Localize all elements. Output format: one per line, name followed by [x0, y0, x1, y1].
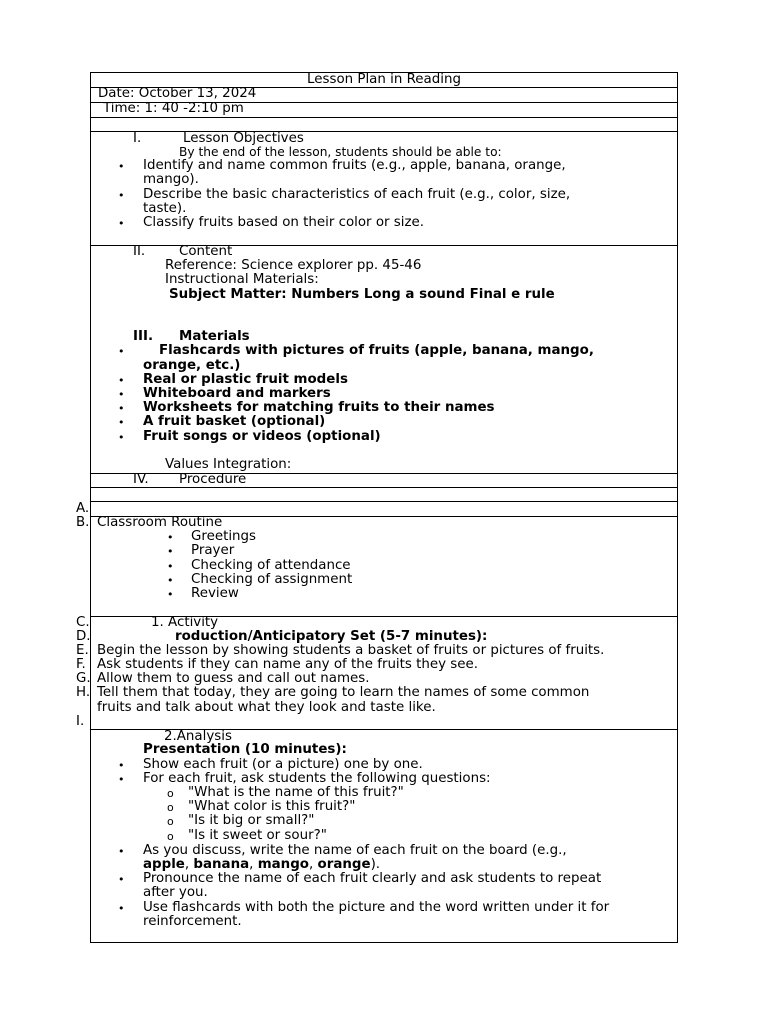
bullet-icon: •	[118, 345, 125, 358]
circle-bullet-icon: o	[167, 830, 174, 843]
row-divider	[90, 942, 678, 943]
question-item: "Is it sweet or sour?"	[188, 828, 327, 843]
fruit-word: apple	[143, 857, 185, 872]
margin-letter: E.	[76, 643, 89, 658]
page-title: Lesson Plan in Reading	[307, 72, 461, 87]
margin-letter: G.	[76, 671, 91, 686]
procedure-heading: Procedure	[179, 472, 247, 487]
separator: ,	[184, 857, 194, 872]
margin-letter: I.	[76, 714, 85, 729]
row-divider	[90, 501, 678, 502]
material-item: Fruit songs or videos (optional)	[143, 429, 381, 444]
table-right-border	[677, 72, 678, 943]
objective-item: Identify and name common fruits (e.g., apple, banana, orange,	[143, 158, 566, 173]
activity-line: Allow them to guess and call out names.	[97, 671, 370, 686]
lesson-date: Date: October 13, 2024	[98, 86, 257, 101]
analysis-item: As you discuss, write the name of each fruit on the board (e.g.,	[143, 843, 567, 858]
analysis-item: For each fruit, ask students the following questions:	[143, 771, 491, 786]
question-item: "What is the name of this fruit?"	[188, 785, 404, 800]
material-item: Whiteboard and markers	[143, 386, 331, 401]
bullet-icon: •	[118, 431, 125, 444]
objective-item: Classify fruits based on their color or size.	[143, 215, 424, 230]
content-subject-matter: Subject Matter: Numbers Long a sound Final e rule	[169, 287, 555, 302]
question-item: "What color is this fruit?"	[188, 799, 356, 814]
circle-bullet-icon: o	[167, 801, 174, 814]
bullet-icon: •	[167, 531, 174, 544]
materials-heading: Materials	[179, 329, 250, 344]
objective-item-cont: taste).	[143, 201, 187, 216]
activity-subheading: roduction/Anticipatory Set (5-7 minutes):	[175, 629, 488, 644]
materials-numeral: III.	[133, 329, 154, 344]
bullet-icon: •	[118, 374, 125, 387]
lesson-time: Time: 1: 40 -2:10 pm	[103, 101, 244, 116]
activity-line: fruits and talk about what they look and taste like.	[97, 700, 436, 715]
margin-letter: A.	[76, 501, 90, 516]
routine-item: Review	[191, 586, 239, 601]
bullet-icon: •	[118, 873, 125, 886]
margin-letter: F.	[76, 657, 86, 672]
objectives-heading: Lesson Objectives	[183, 131, 304, 146]
bullet-icon: •	[118, 759, 125, 772]
content-numeral: II.	[133, 244, 146, 259]
row-divider	[90, 131, 678, 132]
margin-letter: H.	[76, 685, 91, 700]
analysis-item: Show each fruit (or a picture) one by one.	[143, 757, 423, 772]
bullet-icon: •	[118, 416, 125, 429]
procedure-numeral: IV.	[133, 472, 149, 487]
circle-bullet-icon: o	[167, 787, 174, 800]
bullet-icon: •	[118, 189, 125, 202]
fruit-word: banana	[193, 857, 250, 872]
material-item-cont: orange, etc.)	[143, 358, 241, 373]
material-item: Real or plastic fruit models	[143, 372, 348, 387]
fruit-word: orange	[317, 857, 371, 872]
separator: ,	[309, 857, 318, 872]
bullet-icon: •	[118, 217, 125, 230]
bullet-icon: •	[167, 574, 174, 587]
content-instructional-materials: Instructional Materials:	[165, 272, 319, 287]
bullet-icon: •	[167, 588, 174, 601]
bullet-icon: •	[118, 388, 125, 401]
analysis-heading: 2.Analysis	[164, 729, 232, 744]
bullet-icon: •	[167, 545, 174, 558]
separator: ,	[249, 857, 258, 872]
values-integration: Values Integration:	[165, 457, 292, 472]
activity-line: Tell them that today, they are going to learn the names of some common	[97, 685, 590, 700]
routine-heading: Classroom Routine	[97, 515, 223, 530]
bullet-icon: •	[118, 773, 125, 786]
material-item: Worksheets for matching fruits to their names	[143, 400, 495, 415]
routine-item: Greetings	[191, 529, 256, 544]
routine-item: Checking of attendance	[191, 558, 351, 573]
objective-item: Describe the basic characteristics of each fruit (e.g., color, size,	[143, 187, 571, 202]
analysis-item-cont: after you.	[143, 885, 208, 900]
analysis-subheading: Presentation (10 minutes):	[143, 742, 347, 757]
margin-letter: C.	[76, 615, 90, 630]
content-heading: Content	[179, 244, 233, 259]
material-item: Flashcards with pictures of fruits (apple, banana, mango,	[159, 343, 594, 358]
bullet-icon: •	[167, 560, 174, 573]
routine-item: Prayer	[191, 543, 235, 558]
separator: ).	[370, 857, 381, 872]
fruit-word: mango	[257, 857, 309, 872]
table-left-border	[90, 72, 91, 943]
routine-item: Checking of assignment	[191, 572, 353, 587]
objectives-numeral: I.	[133, 131, 142, 146]
analysis-item: Use flashcards with both the picture and the word written under it for	[143, 900, 610, 915]
material-item: A fruit basket (optional)	[143, 414, 326, 429]
bullet-icon: •	[118, 160, 125, 173]
circle-bullet-icon: o	[167, 815, 174, 828]
analysis-item-cont: reinforcement.	[143, 914, 242, 929]
margin-letter: B.	[76, 515, 90, 530]
bullet-icon: •	[118, 845, 125, 858]
objective-item-cont: mango).	[143, 172, 199, 187]
activity-heading: 1. Activity	[151, 615, 219, 630]
content-reference: Reference: Science explorer pp. 45-46	[165, 258, 422, 273]
bullet-icon: •	[118, 902, 125, 915]
margin-letter: D.	[76, 629, 91, 644]
activity-line: Begin the lesson by showing students a basket of fruits or pictures of fruits.	[97, 643, 605, 658]
activity-line: Ask students if they can name any of the fruits they see.	[97, 657, 479, 672]
objectives-intro: By the end of the lesson, students should be able to:	[179, 145, 502, 159]
question-item: "Is it big or small?"	[188, 813, 315, 828]
row-divider	[90, 117, 678, 118]
bullet-icon: •	[118, 402, 125, 415]
analysis-item: Pronounce the name of each fruit clearly and ask students to repeat	[143, 871, 602, 886]
